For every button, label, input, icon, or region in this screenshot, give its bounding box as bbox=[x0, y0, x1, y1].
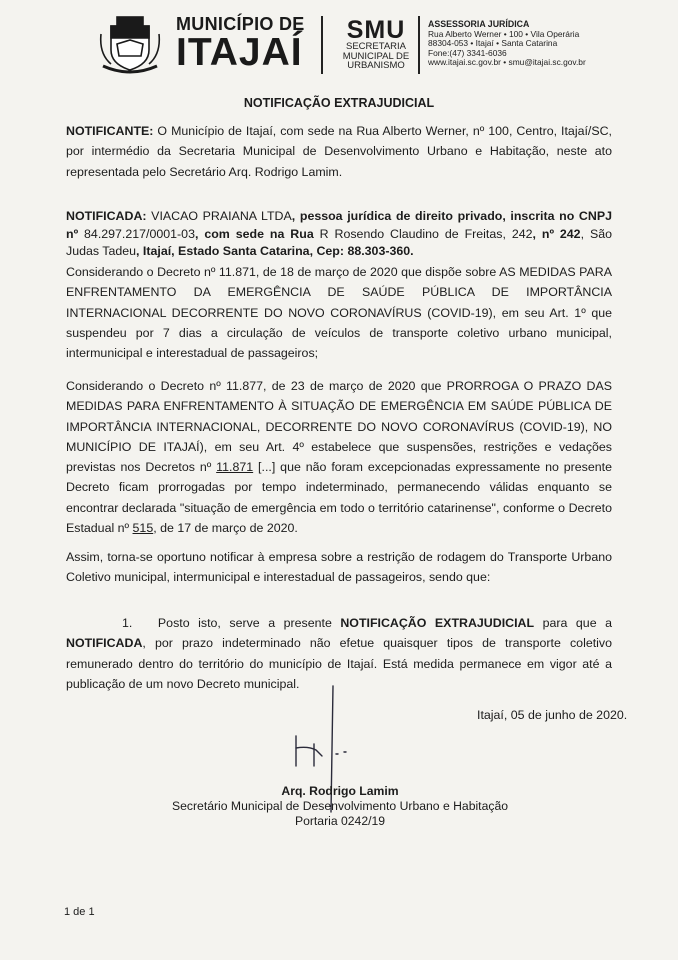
notificada-text: , nº 242 bbox=[532, 226, 581, 241]
smu-subtitle-line: URBANISMO bbox=[347, 60, 405, 71]
phone-line: Fone:(47) 3341-6036 bbox=[428, 47, 507, 58]
decree-reference-link: 515 bbox=[132, 521, 154, 536]
item-1-paragraph bbox=[66, 613, 612, 694]
page-number: 1 de 1 bbox=[64, 906, 95, 918]
item-1-bold: NOTIFICAÇÃO EXTRAJUDICIAL bbox=[340, 616, 535, 630]
notificada-paragraph bbox=[66, 208, 612, 261]
notificada-label: NOTIFICADA: bbox=[66, 209, 147, 223]
coat-of-arms-logo bbox=[97, 14, 163, 76]
signatory-name: Arq. Rodrigo Lamim bbox=[281, 784, 399, 798]
signatory-role: Secretário Municipal de Desenvolvimento Urbano e Habitação bbox=[171, 799, 508, 813]
address-line: 88304-053 • Itajaí • Santa Catarina bbox=[428, 38, 558, 49]
decree-reference-link: 11.871 bbox=[216, 460, 254, 475]
municipality-name: ITAJAÍ bbox=[176, 31, 303, 74]
notificada-cnpj: 84.297.217/0001-03 bbox=[84, 226, 195, 241]
header-divider bbox=[418, 16, 420, 74]
legal-office-title: ASSESSORIA JURÍDICA bbox=[428, 19, 530, 29]
item-number: 1. bbox=[122, 616, 133, 630]
notificada-text: , pessoa jurídica de direito privado, inscrita no CNPJ nº bbox=[66, 209, 612, 241]
notificante-text: O Município de Itajaí, com sede na Rua Alberto Werner, nº 100, Centro, Itajaí/SC, por intermédio da Secretaria Municipal de Desenvolvimento Urbano e Habitação, neste ato representada pelo Secretário Arq. Rodrigo Lamim. bbox=[66, 124, 612, 179]
considerando-2-text: [...] que não foram excepcionadas expressamente no presente Decreto ficam prorrogadas por tempo indeterminado, permanecendo válidas enquanto se encontrar declarada "situação de emergência em todo o território catarinense", conforme o Decreto Estadual nº bbox=[66, 460, 612, 536]
date-line: Itajaí, 05 de junho de 2020. bbox=[477, 708, 628, 722]
smu-subtitle-line: MUNICIPAL DE bbox=[342, 50, 410, 62]
notificada-text: , com sede na Rua bbox=[194, 226, 320, 241]
assim-paragraph: Assim, torna-se oportuno notificar à empresa sobre a restrição de rodagem do Transporte Urbano Coletivo municipal, intermunicipal e interestadual de passageiros, sendo que: bbox=[66, 550, 612, 585]
document-title: NOTIFICAÇÃO EXTRAJUDICIAL bbox=[243, 96, 435, 110]
item-1-text: , por prazo indeterminado não efetue quaisquer tipos de transporte coletivo remunerado dentro do território do município de Itajaí. Está medida permanece em vigor até a publicação de um novo Decreto municipal. bbox=[66, 636, 612, 691]
notificada-cep: 88.303-360. bbox=[347, 244, 414, 258]
item-1-text: Posto isto, serve a presente bbox=[157, 616, 341, 630]
smu-title: SMU bbox=[346, 16, 406, 44]
legal-office-address bbox=[428, 20, 586, 68]
considerando-2-text: Considerando o Decreto nº 11.877, de 23 de março de 2020 que PRORROGA O PRAZO DAS MEDIDAS PARA ENFRENTAMENTO À SITUAÇÃO DE EMERGÊNCIA EM SAÚDE PÚBLICA DE IMPORTÂNCIA INTERNACIONAL, DECORRENTE DO NOVO CORONAVÍRUS (COVID-19), NO MUNICÍPIO DE ITAJAÍ), em seu Art. 4º estabelece que suspensões, restrições e vedações previstas nos Decretos nº bbox=[66, 379, 612, 475]
notificada-name: VIACAO PRAIANA LTDA bbox=[146, 209, 292, 223]
considerando-2-paragraph bbox=[66, 376, 612, 538]
considerando-1-paragraph: Considerando o Decreto nº 11.871, de 18 de março de 2020 que dispõe sobre AS MEDIDAS PARA ENFRENTAMENTO DA EMERGÊNCIA DE SAÚDE PÚBLICA DE IMPORTÂNCIA INTERNACIONAL DECORRENTE DO NOVO CORONAVÍRUS (COVID-19), em seu Art. 1º que suspendeu por 7 dias a circulação de veículos de transporte coletivo urbano municipal, intermunicipal e interestadual de passageiros; bbox=[66, 265, 612, 361]
web-email-line: www.itajai.sc.gov.br • smu@itajai.sc.gov.br bbox=[428, 57, 586, 68]
notificante-label: NOTIFICANTE: bbox=[66, 124, 154, 138]
signatory-portaria: Portaria 0242/19 bbox=[294, 814, 386, 828]
smu-logo bbox=[338, 18, 414, 71]
municipality-wordmark bbox=[176, 14, 305, 72]
header-divider bbox=[321, 16, 323, 74]
address-line: Rua Alberto Werner • 100 • Vila Operária bbox=[428, 28, 580, 39]
item-1-bold: NOTIFICADA bbox=[66, 636, 143, 651]
notificada-district: , São Judas Tadeu bbox=[66, 226, 612, 258]
signatory-block bbox=[150, 784, 530, 829]
municipality-small-text: MUNICÍPIO DE bbox=[176, 14, 305, 34]
notificante-paragraph bbox=[66, 121, 612, 182]
notificada-text: , Itajaí, Estado Santa Catarina, Cep: bbox=[136, 244, 348, 258]
item-1-text: para que a bbox=[534, 616, 612, 630]
notificada-street: R Rosendo Claudino de Freitas, 242 bbox=[319, 226, 533, 241]
considerando-2-text: , de 17 de março de 2020. bbox=[153, 521, 298, 536]
smu-subtitle-line: SECRETARIA bbox=[345, 41, 406, 52]
